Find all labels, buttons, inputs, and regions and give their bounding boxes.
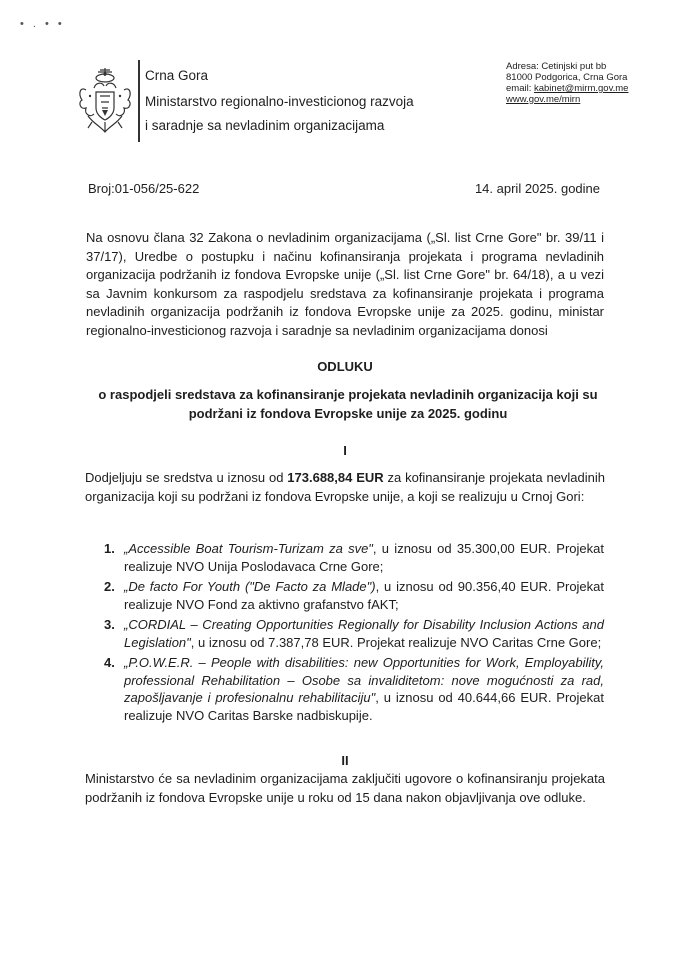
email-link[interactable]: kabinet@mirm.gov.me: [533, 83, 629, 94]
project-title: „De facto For Youth ("De Facto za Mlade"): [124, 579, 376, 594]
ministry-name-line1: Ministarstvo regionalno-investicionog razvoja: [145, 94, 414, 109]
country-name: Crna Gora: [145, 68, 209, 83]
list-item: [104, 654, 604, 724]
address-city: 81000 Podgorica, Crna Gora: [506, 72, 628, 83]
project-title: „CORDIAL – Creating Opportunities Regionally for Disability Inclusion Actions and Legislation": [124, 617, 604, 650]
list-item: [104, 578, 604, 613]
decision-subtitle: o raspodjeli sredstava za kofinansiranje projekata nevladinih organizacija koji su podržani iz fondova Evropske unije za 2025. godinu: [98, 387, 598, 421]
section-1-intro: [85, 469, 605, 506]
project-details: , u iznosu od 90.356,40 EUR. Projekat realizuje NVO Fond za aktivno grafanstvo fAKT;: [124, 579, 605, 612]
intro-text-post: za kofinansiranje projekata nevladinih organizacija koji su podržani iz fondova Evropske unije, a koji se realizuju u Crnoj Gori:: [85, 470, 606, 504]
address-block: [506, 61, 628, 105]
scan-marks: • . • •: [20, 18, 65, 30]
list-item-number: 1.: [104, 541, 115, 556]
list-item-number: 2.: [104, 579, 115, 594]
total-amount: 173.688,84 EUR: [287, 470, 384, 485]
list-item: [104, 540, 604, 575]
section-2-heading: II: [341, 753, 349, 768]
decision-title: ODLUKU: [317, 359, 373, 374]
preamble-paragraph: Na osnovu člana 32 Zakona o nevladinim organizacijama („Sl. list Crne Gore" br. 39/11 i 37/17), Uredbe o postupku i načinu kofinansiranja projekata i programa nevladinih organizacija podržanih iz fondova Evropske unije („Sl. list Crne Gore" br. 64/18), a u vezi sa Javnim konkursom za raspodjelu sredstava za kofinansiranje projekata i programa nevladinih organizacija podržanih iz fondova Evropske unije za 2025. godinu, ministar regionalno-investicionog razvoja i saradnje sa nevladinim organizacijama donosi: [86, 230, 604, 338]
email-label: email:: [506, 83, 532, 94]
section-1-heading: I: [343, 443, 347, 458]
website-link[interactable]: www.gov.me/mirn: [506, 94, 581, 105]
reference-number: Broj:01-056/25-622: [88, 181, 200, 196]
section-2-paragraph: Ministarstvo će sa nevladinim organizacijama zaključiti ugovore o kofinansiranju projekata podržanih iz fondova Evropske unije u roku od 15 dana nakon objavljivanja ove odluke.: [85, 771, 605, 805]
header-divider: [138, 60, 140, 142]
address-email: [506, 83, 628, 94]
address-street: Adresa: Cetinjski put bb: [506, 61, 607, 72]
list-item-number: 3.: [104, 617, 115, 632]
coat-of-arms-icon: [74, 66, 136, 136]
project-details: , u iznosu od 40.644,66 EUR. Projekat realizuje NVO Caritas Barske nadbiskupije.: [124, 690, 604, 723]
list-item-number: 4.: [104, 655, 115, 670]
project-details: , u iznosu od 7.387,78 EUR. Projekat realizuje NVO Caritas Crne Gore;: [190, 634, 602, 650]
list-item: [104, 616, 604, 651]
project-details: , u iznosu od 35.300,00 EUR. Projekat realizuje NVO Unija Poslodavaca Crne Gore;: [124, 541, 604, 574]
document-date: 14. april 2025. godine: [474, 181, 600, 196]
ministry-name-line2: i saradnje sa nevladinim organizacijama: [145, 118, 385, 133]
project-title: „P.O.W.E.R. – People with disabilities: new Opportunities for Work, Employability, professional Rehabilitation – Osobe sa invaliditetom: nove mogućnosti za rad, zapošljavanje i profesionalnu rehabilitaciju": [124, 655, 604, 705]
project-title: „Accessible Boat Tourism-Turizam za sve": [124, 541, 373, 556]
intro-text-pre: Dodjeljuju se sredstva u iznosu od: [85, 470, 288, 485]
